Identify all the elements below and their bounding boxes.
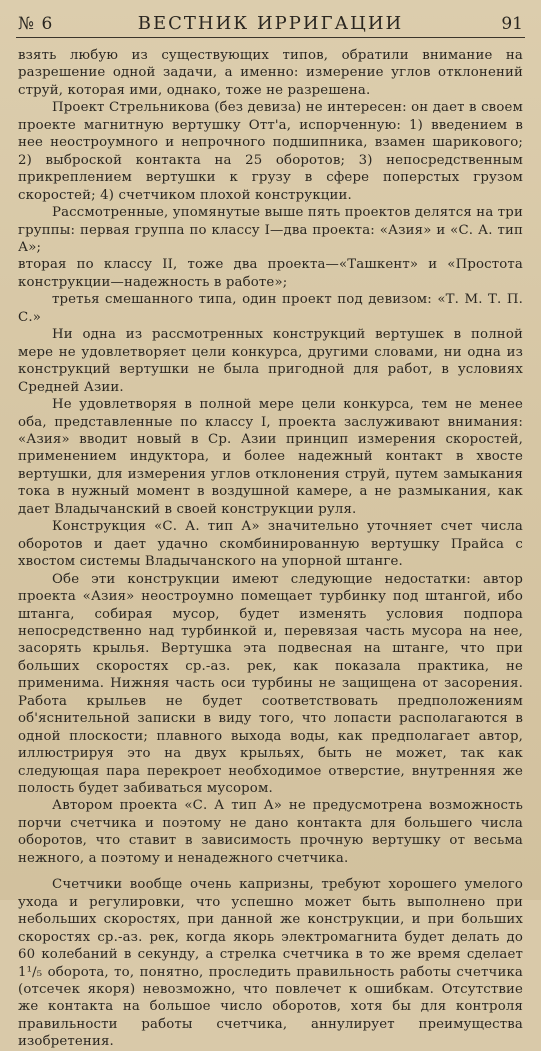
paragraph-group-two: вторая по классу II, тоже два проекта—«Ташкент» и «Простота конструкции—надежность в работе»; bbox=[18, 257, 523, 290]
article-body bbox=[18, 47, 523, 1051]
paragraph-counters: Счетчики вообще очень капризны, требуют хорошего умелого ухода и регулировки, что успешно может быть выполнено при небольших скоростях, при данной же конструкции, и при больших скоростях ср.-аз. рек, когда якорь электромагнита будет делать до 60 колебаний в секунду, а стрелка счетчика в то же время сделает 1¹/₅ оборота, то, понятно, проследить правильность работы счетчика (отсечек якоря) невозможно, что повлечет к ошибкам. Отсутствие же контакта на большое число оборотов, хотя бы для контроля правильности работы счетчика, аннулирует преимущества изобретения. bbox=[18, 877, 523, 1050]
paragraph-shortcomings: Обе эти конструкции имеют следующие недостатки: автор проекта «Азия» неостроумно помещает турбинку под штангой, ибо штанга, собирая мусор, будет изменять условия подпора непосредственно над турбинкой и, перевязая часть мусора на нее, засорять крылья. Вертушка эта подвесная на штанге, что при больших скоростях ср.-аз. рек, как показала практика, не применима. Нижняя часть оси турбины не защищена от засорения. Работа крыльев не будет соответствовать предположениям об'яснительной записки в виду того, что лопасти располагаются в одной плоскости; плавного выхода воды, как предполагает автор, иллюстрируя это на двух крыльях, быть не может, так как следующая пара перекроет необходимое отверстие, внутренняя же полость будет забиваться мусором. bbox=[18, 571, 523, 797]
paragraph-continuation: взять любую из существующих типов, обратили внимание на разрешение одной задачи, а именно: измерение углов отклонений струй, которая ими, однако, тоже не разрешена. bbox=[18, 48, 523, 98]
paragraph-group-three: третья смешанного типа, один проект под девизом: «Т. М. Т. П. С.» bbox=[18, 292, 523, 325]
journal-title: ВЕСТНИК ИРРИГАЦИИ bbox=[137, 13, 404, 34]
paragraph-none-suitable: Ни одна из рассмотренных конструкций вертушек в полной мере не удовлетворяет цели конкурса, другими словами, ни одна из конструкций вертушки не была пригодной для работ, в условиях Средней Азии. bbox=[18, 327, 523, 395]
paragraph-groups: Рассмотренные, упомянутые выше пять проектов делятся на три группы: первая группа по классу I—два проекта: «Азия» и «С. А. тип А»; bbox=[18, 205, 523, 255]
paragraph-strelnikov: Проект Стрельникова (без девиза) не интересен: он дает в своем проекте магнитную вертушку Отт'а, испорченную: 1) введением в нее неостроумного и непрочного подшипника, взамен шарикового; 2) выброской контакта на 25 оборотов; 3) непосредственным прикреплением вертушки к грузу в сфере поперстых грузом скоростей; 4) счетчиком плохой конструкции. bbox=[18, 100, 523, 203]
issue-number: № 6 bbox=[18, 14, 54, 34]
page-number: 91 bbox=[501, 14, 523, 34]
running-header bbox=[18, 8, 523, 38]
paragraph-counter-damage: Автором проекта «С. А тип А» не предусмотрена возможность порчи счетчика и поэтому не дано контакта для большего числа оборотов, что ставит в зависимость прочную вертушку от весьма нежного, а поэтому и ненадежного счетчика. bbox=[18, 798, 523, 866]
paragraph-class-one: Не удовлетворяя в полной мере цели конкурса, тем не менее оба, представленные по классу I, проекта заслуживают внимания: «Азия» вводит новый в Ср. Азии принцип измерения скоростей, применением индуктора, и более надежный контакт в хвосте вертушки, для измерения углов отклонения струй, путем замыкания тока в нужный момент в воздушной камере, а не размыкания, как дает Владычанский в своей конструкции руля. bbox=[18, 397, 523, 517]
header-rule bbox=[16, 37, 525, 38]
paragraph-sa-type-a: Конструкция «С. А. тип А» значительно уточняет счет числа оборотов и дает удачно скомбинированную вертушку Прайса с хвостом системы Владычанского на упорной штанге. bbox=[18, 519, 523, 570]
